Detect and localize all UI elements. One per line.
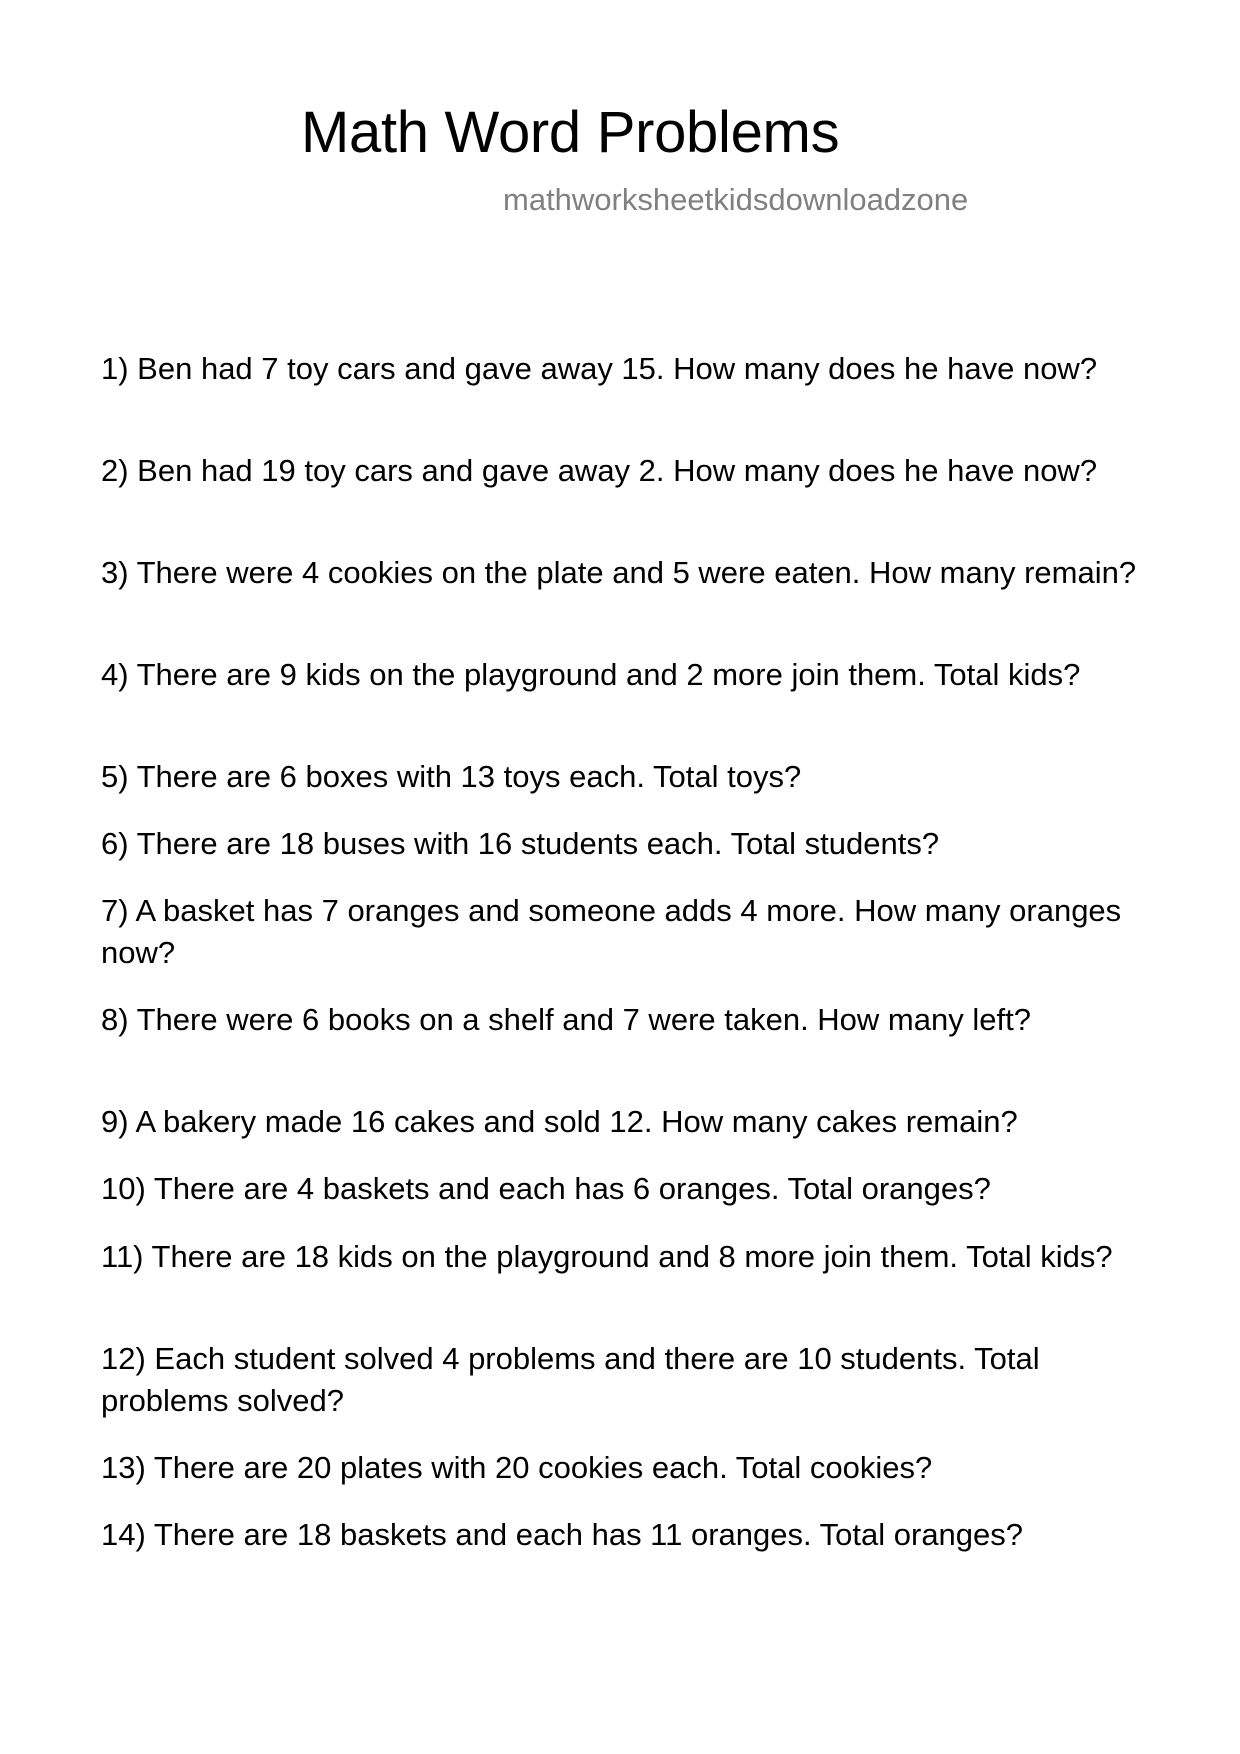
problem-item-4: 4) There are 9 kids on the playground and 2 more join them. Total kids? [101, 657, 1081, 692]
problem-item-14: 14) There are 18 baskets and each has 11 oranges. Total oranges? [101, 1517, 1024, 1552]
problem-item-13: 13) There are 20 plates with 20 cookies each. Total cookies? [101, 1450, 933, 1485]
problem-item-10: 10) There are 4 baskets and each has 6 oranges. Total oranges? [101, 1171, 991, 1206]
problem-item-7: 7) A basket has 7 oranges and someone adds 4 more. How many oranges now? [101, 893, 1122, 970]
problem-item-1: 1) Ben had 7 toy cars and gave away 15. How many does he have now? [101, 351, 1098, 386]
problem-item-12: 12) Each student solved 4 problems and there are 10 students. Total problems solved? [101, 1341, 1040, 1418]
problem-item-8: 8) There were 6 books on a shelf and 7 were taken. How many left? [101, 1002, 1031, 1037]
problem-item-3: 3) There were 4 cookies on the plate and 5 were eaten. How many remain? [101, 555, 1137, 590]
problem-item-6: 6) There are 18 buses with 16 students each. Total students? [101, 826, 940, 861]
problem-item-2: 2) Ben had 19 toy cars and gave away 2. How many does he have now? [101, 453, 1098, 488]
problem-item-5: 5) There are 6 boxes with 13 toys each. Total toys? [101, 759, 802, 794]
problem-item-11: 11) There are 18 kids on the playground and 8 more join them. Total kids? [101, 1239, 1113, 1274]
problem-item-9: 9) A bakery made 16 cakes and sold 12. How many cakes remain? [101, 1104, 1018, 1139]
source-watermark: mathworksheetkidsdownloadzone [503, 182, 969, 217]
page-title: Math Word Problems [301, 100, 840, 165]
